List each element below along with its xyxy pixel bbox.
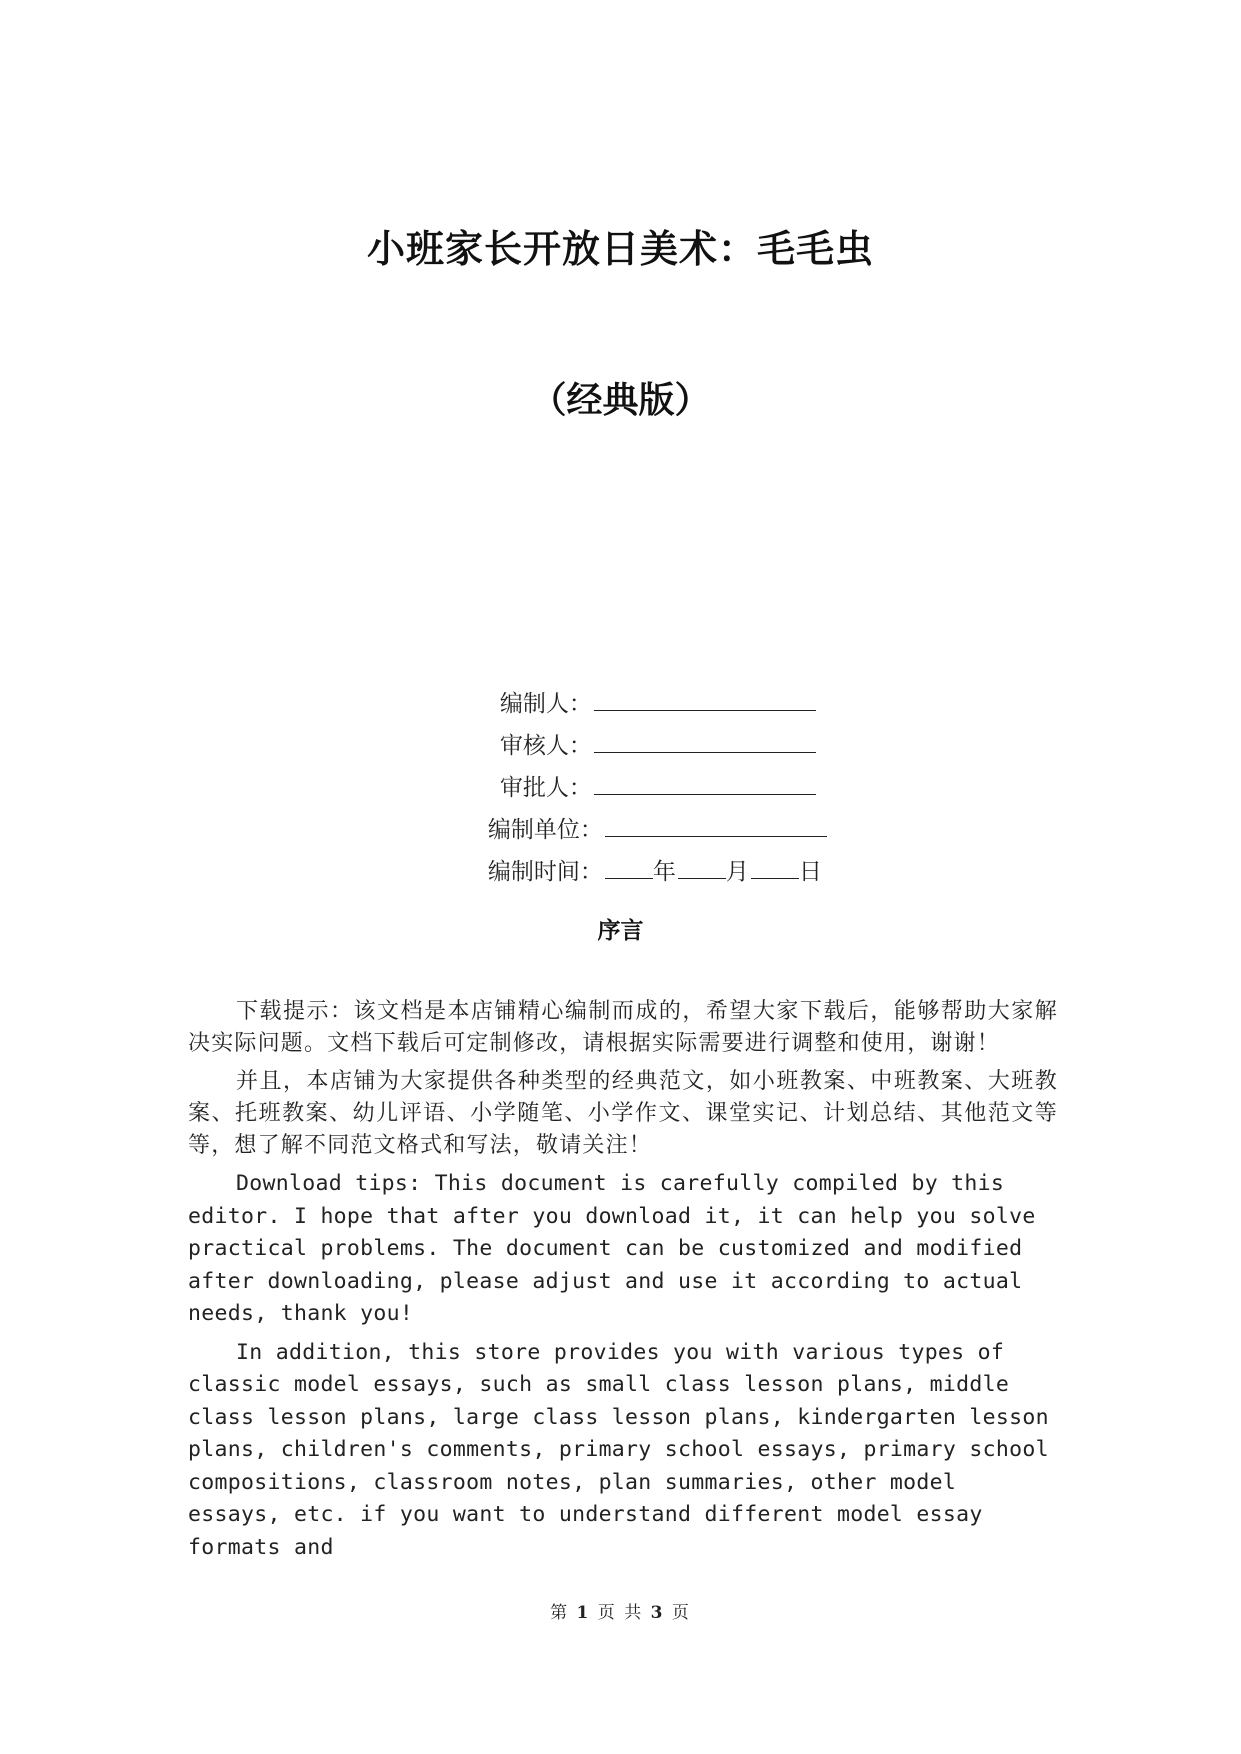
year-label: 年: [652, 859, 676, 885]
preface-paragraph-1: 下载提示：该文档是本店铺精心编制而成的，希望大家下载后，能够帮助大家解决实际问题。文档下载后可定制修改，请根据实际需要进行调整和使用，谢谢！: [188, 999, 1058, 1056]
preface-body: [188, 996, 1058, 1564]
preface-paragraph-4: In addition, this store provides you with various types of classic model essays, such as small class lesson plans, middle class lesson plans, large class lesson plans, kindergarten lesson plans, children's comments, primary school essays, primary school compositions, classroom notes, plan summaries, other model essays, etc. if you want to understand different model essay formats and: [188, 1339, 1049, 1560]
approver-row: [456, 740, 816, 801]
reviewer-row: [456, 698, 816, 759]
time-row: [444, 824, 822, 885]
preface-paragraph-3: Download tips: This document is carefully compiled by this editor. I hope that after you download it, it can help you solve practical problems. The document can be customized and modified after downloading, please adjust and use it according to actual needs, thank you!: [188, 1171, 1036, 1326]
footer-total-pages: 3: [650, 1603, 665, 1623]
unit-label: 编制单位：: [487, 817, 603, 843]
page-footer: [0, 1598, 1241, 1623]
year-blank[interactable]: [605, 856, 653, 879]
approver-label: 审批人：: [499, 775, 592, 801]
unit-row: [444, 782, 827, 843]
footer-prefix: 第: [550, 1603, 570, 1623]
footer-suffix: 页: [671, 1603, 691, 1623]
editor-label: 编制人：: [499, 691, 592, 717]
month-label: 月: [725, 859, 749, 885]
preface-paragraph-2: 并且，本店铺为大家提供各种类型的经典范文，如小班教案、中班教案、大班教案、托班教案、幼儿评语、小学随笔、小学作文、课堂实记、计划总结、其他范文等等，想了解不同范文格式和写法，敬请关注！: [188, 1069, 1058, 1158]
month-blank[interactable]: [678, 856, 726, 879]
footer-middle: 页 共: [597, 1603, 644, 1623]
editor-row: [456, 656, 816, 717]
preface-heading: 序言: [597, 918, 644, 944]
document-subtitle: （经典版）: [530, 380, 711, 421]
document-title: 小班家长开放日美术：毛毛虫: [366, 227, 874, 271]
day-blank[interactable]: [751, 856, 799, 879]
time-label: 编制时间：: [487, 859, 603, 885]
reviewer-label: 审核人：: [499, 733, 592, 759]
footer-current-page: 1: [576, 1603, 591, 1623]
day-label: 日: [798, 859, 822, 885]
